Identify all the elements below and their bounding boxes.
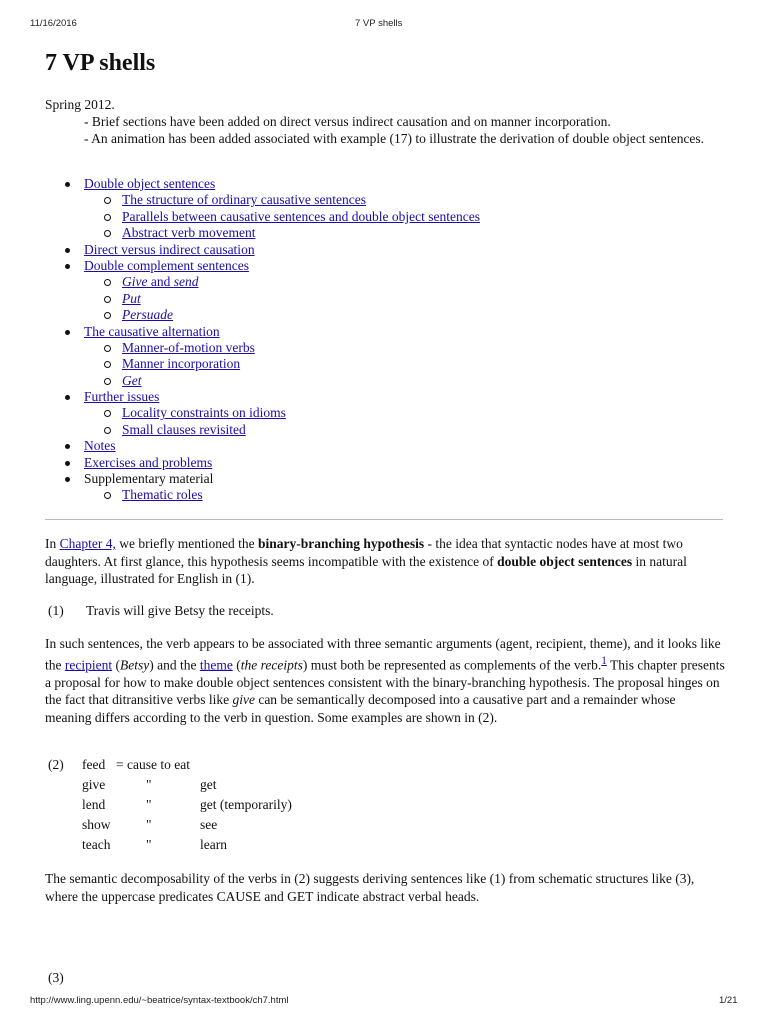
paragraph-decomposability: The semantic decomposability of the verbs in (2) suggests deriving sentences like (1) from schematic structures like (3), where the uppercase predicates CAUSE and GET indicate abstract verbal heads. (45, 871, 695, 904)
table-row (82, 817, 292, 837)
toc-item (64, 291, 480, 307)
text: can be semantically decomposed into a causative part and a remainder whose meaning differs according to the verb in question. Some examples are shown in (2). (45, 692, 676, 725)
toc-link-causative-alternation[interactable]: The causative alternation (84, 323, 220, 339)
footnote-1-link[interactable]: 1 (601, 654, 607, 667)
toc-item (64, 258, 480, 274)
toc-link-notes[interactable]: Notes (84, 438, 116, 454)
term-double-object: double object sentences (497, 553, 633, 569)
toc-link-thematic-roles[interactable]: Thematic roles (122, 487, 203, 503)
example-2-number: (2) (48, 757, 64, 772)
toc-link-small-clauses[interactable]: Small clauses revisited (122, 421, 246, 437)
text: In (45, 536, 60, 551)
text: ) and the (149, 657, 200, 672)
toc-item (64, 192, 480, 208)
italic-the-receipts: the receipts (240, 657, 303, 672)
toc-item (64, 307, 480, 323)
toc-get: Get (122, 372, 142, 388)
ditto-cell: " (146, 777, 152, 792)
toc-link-ordinary-causative[interactable]: The structure of ordinary causative sentences (122, 192, 367, 208)
toc-link-direct-indirect-causation[interactable]: Direct versus indirect causation (84, 241, 255, 257)
print-header-title: 7 VP shells (355, 18, 403, 29)
toc-item (64, 274, 480, 290)
print-footer-url: http://www.ling.upenn.edu/~beatrice/syntax-textbook/ch7.html (30, 995, 289, 1006)
gloss-cell: get (temporarily) (200, 797, 292, 812)
verb-cell: show (82, 817, 111, 832)
toc-link-put[interactable] (122, 291, 141, 306)
gloss-cell: get (200, 777, 217, 792)
ditto-cell: " (146, 797, 152, 812)
toc-link-further-issues[interactable]: Further issues (84, 389, 160, 405)
text: we briefly mentioned the (115, 536, 258, 551)
toc-link-double-object-sentences[interactable]: Double object sentences (84, 176, 216, 191)
text: ( (112, 657, 120, 672)
toc-link-get[interactable] (122, 373, 142, 388)
gloss-cell: see (200, 817, 218, 832)
revision-date: Spring 2012. (45, 97, 115, 112)
paragraph-intro (45, 535, 725, 588)
toc-item (64, 455, 480, 471)
recipient-link[interactable]: recipient (64, 657, 113, 672)
toc-item (64, 209, 480, 225)
ditto-cell: " (146, 817, 152, 832)
table-row (82, 837, 292, 857)
ditto-cell: " (146, 837, 152, 852)
chapter-4-link[interactable]: Chapter 4, (59, 536, 116, 551)
toc-link-double-complement[interactable]: Double complement sentences (84, 257, 249, 273)
page-title: 7 VP shells (45, 50, 156, 76)
table-of-contents (64, 176, 480, 504)
toc-send: send (173, 274, 199, 290)
horizontal-rule (45, 519, 723, 520)
text: This chapter presents a proposal for how to make double object sentences consistent with the binary-branching hypothesis. The proposal hinges on the fact that ditransitive verbs like (45, 657, 725, 707)
toc-link-persuade[interactable] (122, 307, 173, 322)
gloss-cell: learn (200, 837, 227, 852)
example-1-number: (1) (48, 603, 64, 618)
toc-item (64, 405, 480, 421)
toc-item (64, 225, 480, 241)
toc-item (64, 356, 480, 372)
paragraph-double-object (45, 635, 725, 726)
toc-put: Put (122, 290, 141, 306)
toc-item (64, 438, 480, 454)
toc-link-manner-of-motion[interactable]: Manner-of-motion verbs (122, 339, 255, 355)
verb-cell: feed (82, 757, 106, 772)
italic-give: give (232, 692, 255, 707)
verb-cell: lend (82, 797, 106, 812)
verb-cell: give (82, 777, 106, 792)
example-2-table (82, 757, 292, 857)
toc-item (64, 471, 480, 487)
text: ( (232, 657, 241, 672)
toc-item (64, 422, 480, 438)
print-header-date: 11/16/2016 (30, 18, 77, 29)
italic-betsy: Betsy (119, 657, 150, 672)
toc-item (64, 324, 480, 340)
table-row (82, 777, 292, 797)
toc-item (64, 242, 480, 258)
toc-item (64, 176, 480, 192)
example-3-number: (3) (48, 970, 64, 985)
revision-note-2: - An animation has been added associated with example (17) to illustrate the derivation of double object sentences. (84, 131, 705, 146)
example-1-text: Travis will give Betsy the receipts. (86, 603, 274, 618)
term-binary-branching: binary-branching hypothesis (257, 536, 425, 551)
table-row (82, 797, 292, 817)
verb-cell: teach (82, 837, 111, 852)
toc-supplementary-label: Supplementary material (84, 471, 214, 487)
toc-link-manner-incorporation[interactable]: Manner incorporation (122, 356, 241, 372)
toc-link-parallels[interactable]: Parallels between causative sentences and double object sentences (122, 208, 480, 224)
revision-note-1: - Brief sections have been added on direct versus indirect causation and on manner incorporation. (84, 114, 611, 129)
text: in natural language, illustrated for English in (1). (45, 553, 687, 586)
toc-link-exercises[interactable]: Exercises and problems (84, 454, 213, 470)
toc-link-abstract-verb-movement[interactable]: Abstract verb movement (122, 225, 256, 241)
toc-and: and (147, 274, 174, 290)
toc-item (64, 487, 480, 503)
text: - the idea that syntactic nodes have at most two daughters. At first glance, this hypothesis seems incompatible with the existence of (45, 536, 683, 569)
toc-persuade: Persuade (122, 307, 173, 323)
table-row (82, 757, 292, 777)
theme-link[interactable]: theme (199, 657, 233, 672)
text: In such sentences, the verb appears to be associated with three semantic arguments (agent, recipient, theme), and it looks like the (45, 636, 721, 672)
toc-item (64, 389, 480, 405)
print-footer-page: 1/21 (719, 995, 738, 1006)
gloss-cell: = cause to eat (116, 757, 190, 772)
toc-item (64, 373, 480, 389)
toc-link-locality-constraints[interactable]: Locality constraints on idioms (122, 405, 286, 421)
toc-item (64, 340, 480, 356)
toc-link-give-and-send[interactable] (122, 274, 198, 289)
text: ) must both be represented as complements of the verb. (302, 657, 602, 672)
toc-give: Give (122, 274, 148, 290)
